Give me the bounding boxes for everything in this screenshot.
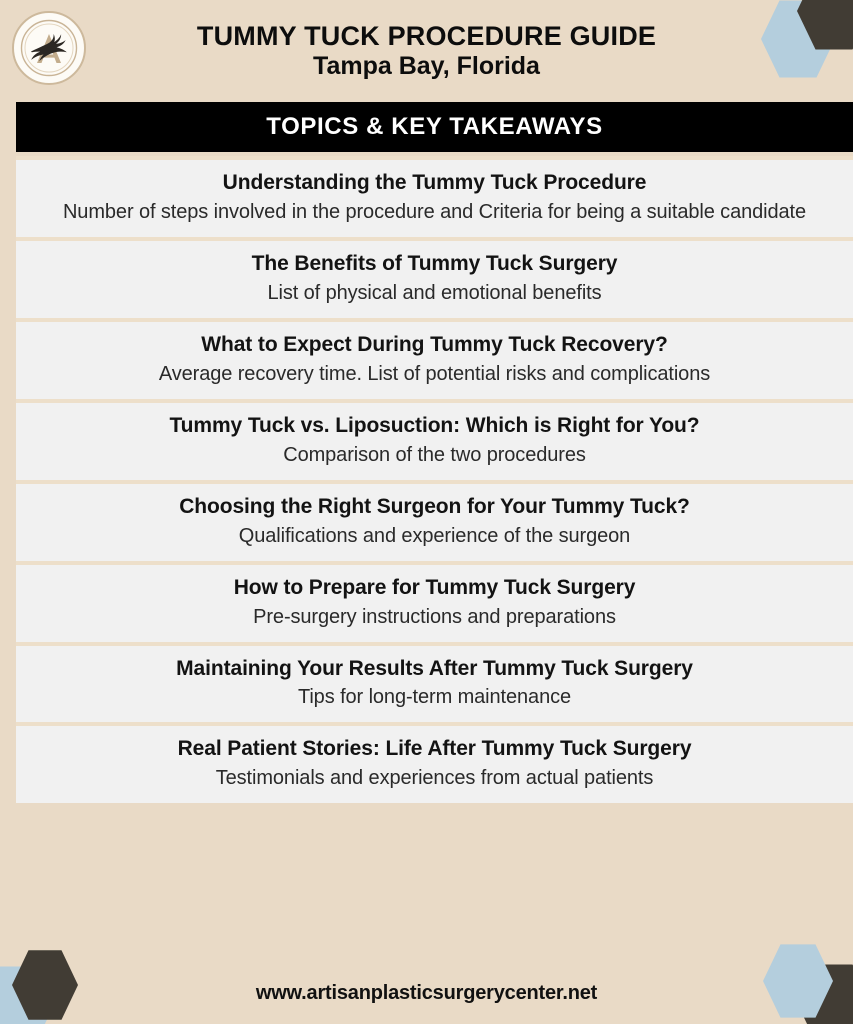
section-banner-label: TOPICS & KEY TAKEAWAYS xyxy=(266,113,603,140)
crane-monogram-logo-icon xyxy=(12,11,86,85)
topic-description: Qualifications and experience of the surgeon xyxy=(238,524,631,547)
topic-description: Comparison of the two procedures xyxy=(283,443,586,466)
topic-description: Pre-surgery instructions and preparations xyxy=(253,605,616,628)
list-item xyxy=(16,561,853,642)
topic-description: Tips for long-term maintenance xyxy=(297,686,572,709)
topic-title: Real Patient Stories: Life After Tummy Tuck Surgery xyxy=(177,737,692,761)
header-title-block xyxy=(102,21,751,82)
topic-description: Average recovery time. List of potential risks and complications xyxy=(158,362,711,385)
list-item xyxy=(16,722,853,803)
list-item xyxy=(16,642,853,723)
topic-title: What to Expect During Tummy Tuck Recovery? xyxy=(201,332,668,356)
topic-title: Understanding the Tummy Tuck Procedure xyxy=(222,171,647,194)
topic-title: Tummy Tuck vs. Liposuction: Which is Right for You? xyxy=(169,413,700,437)
list-item xyxy=(16,237,853,318)
topics-list xyxy=(16,152,853,803)
list-item xyxy=(16,318,853,399)
topic-title: Choosing the Right Surgeon for Your Tummy Tuck? xyxy=(179,494,690,518)
poster-header xyxy=(0,0,853,102)
list-item xyxy=(16,156,853,237)
topic-description: Testimonials and experiences from actual patients xyxy=(215,767,654,790)
poster-footer xyxy=(0,962,853,1024)
list-item xyxy=(16,399,853,480)
page-subtitle: Tampa Bay, Florida xyxy=(313,51,540,80)
section-banner xyxy=(16,102,853,152)
website-url[interactable]: www.artisanplasticsurgerycenter.net xyxy=(255,981,598,1004)
topic-description: List of physical and emotional benefits xyxy=(267,281,602,304)
topic-title: How to Prepare for Tummy Tuck Surgery xyxy=(233,575,636,599)
topic-description: Number of steps involved in the procedure and Criteria for being a suitable candidate xyxy=(62,200,807,223)
page-title: TUMMY TUCK PROCEDURE GUIDE xyxy=(196,20,657,51)
topic-title: The Benefits of Tummy Tuck Surgery xyxy=(251,251,618,275)
list-item xyxy=(16,480,853,561)
topic-title: Maintaining Your Results After Tummy Tuck Surgery xyxy=(176,656,693,680)
